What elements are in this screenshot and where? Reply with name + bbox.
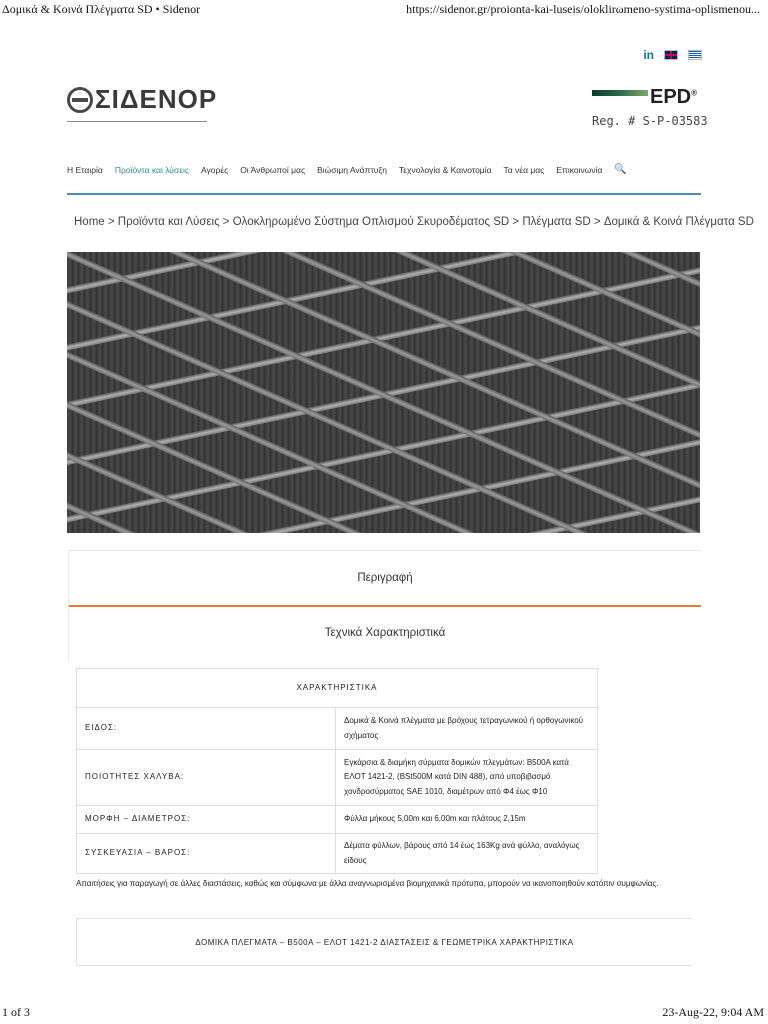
custom-order-note: Απαιτήσεις για παραγωγή σε άλλες διαστάσεις, καθώς και σύμφωνα με άλλα αναγνωρισμένα βιομηχανικά πρότυπα, μπορούν να ικανοποιηθούν κατόπιν συμφωνίας.: [76, 879, 659, 888]
mesh-dimensions-section: [76, 918, 692, 966]
sidenor-logo[interactable]: [67, 84, 217, 115]
spec-key: ΣΥΣΚΕΥΑΣΙΑ – ΒΑΡΟΣ:: [77, 834, 336, 874]
nav-item-technology[interactable]: Τεχνολογία & Καινοτομία: [399, 164, 492, 175]
linkedin-icon[interactable]: in: [643, 48, 654, 62]
print-header: [0, 0, 768, 20]
main-nav: [67, 164, 701, 175]
specs-header: ΧΑΡΑΚΤΗΡΙΣΤΙΚΑ: [77, 669, 598, 708]
tab-description[interactable]: Περιγραφή: [69, 551, 701, 607]
breadcrumb[interactable]: Home > Προϊόντα και Λύσεις > Ολοκληρωμένο Σύστημα Οπλισμού Σκυροδέματος SD > Πλέγματα SD > Δομικά & Κοινά Πλέγματα SD: [74, 216, 754, 228]
table-row: [77, 750, 598, 806]
table-row: [77, 806, 598, 834]
spec-key: ΠΟΙΟΤΗΤΕΣ ΧΑΛΥΒΑ:: [77, 750, 336, 806]
logo-underline: [67, 121, 207, 122]
spec-value: Δέματα φύλλων, βάρους από 14 έως 163Kg ανά φύλλο, αναλόγως είδους: [336, 834, 598, 874]
specs-table: [76, 668, 598, 874]
greek-flag-icon[interactable]: [688, 50, 702, 60]
table-row: [77, 834, 598, 874]
spec-key: ΜΟΡΦΗ – ΔΙΑΜΕΤΡΟΣ:: [77, 806, 336, 834]
hero-mesh-image: [67, 252, 700, 533]
tab-technical[interactable]: Τεχνικά Χαρακτηριστικά: [324, 627, 446, 639]
spec-value: Εγκάρσια & διαμήκη σύρματα δομικών πλεγμάτων: B500A κατά ΕΛΟΤ 1421-2, (BSt500M κατά DIN 488), από υποβιβασμό χονδροσύρματος SAE 1010, διαμέτρων από Φ4 έως Φ10: [336, 750, 598, 806]
nav-item-company[interactable]: Η Εταιρία: [67, 164, 103, 175]
print-title: Δομικά & Κοινά Πλέγματα SD • Sidenor: [2, 2, 201, 16]
nav-item-sustainability[interactable]: Βιώσιμη Ανάπτυξη: [317, 164, 387, 175]
epd-bar: [592, 90, 648, 96]
logo-mark-icon: [67, 87, 93, 113]
section-title: ΔΟΜΙΚΑ ΠΛΕΓΜΑΤΑ – B500A – ΕΛΟΤ 1421-2 ΔΙΑΣΤΑΣΕΙΣ & ΓΕΩΜΕΤΡΙΚΑ ΧΑΡΑΚΤΗΡΙΣΤΙΚΑ: [195, 937, 574, 947]
nav-divider: [67, 193, 701, 195]
print-date: 23-Aug-22, 9:04 AM: [662, 1005, 764, 1019]
nav-item-contact[interactable]: Επικοινωνία: [556, 164, 603, 175]
nav-item-people[interactable]: Οι Άνθρωποί μας: [240, 164, 306, 175]
table-header-row: [77, 669, 598, 708]
epd-badge: [592, 86, 708, 132]
search-icon[interactable]: 🔍: [614, 164, 627, 175]
print-url: https://sidenor.gr/proionta-kai-luseis/oloklirωmeno-systima-oplismenou...: [406, 2, 760, 16]
spec-value: Δομικά & Κοινά πλέγματα με βρόχους τετραγωνικού ή ορθογωνικού σχήματος: [336, 708, 598, 750]
nav-item-markets[interactable]: Αγορές: [200, 164, 229, 175]
print-footer: [0, 1004, 768, 1024]
top-bar: [643, 48, 702, 62]
product-tabs: [68, 550, 701, 661]
epd-registration: Reg. # S-P-03583: [592, 114, 708, 128]
logo-text: ΣΙΔΕΝΟΡ: [95, 84, 218, 114]
english-flag-icon[interactable]: [664, 50, 678, 60]
spec-key: ΕΙΔΟΣ:: [77, 708, 336, 750]
nav-item-news[interactable]: Τα νέα μας: [503, 164, 545, 175]
nav-item-products[interactable]: Προϊόντα και λύσεις: [114, 164, 189, 175]
page-number: 1 of 3: [2, 1005, 30, 1019]
epd-label: EPD®: [650, 86, 698, 108]
spec-value: Φύλλα μήκους 5,00m και 6,00m και πλάτους 2,15m: [336, 806, 598, 834]
table-row: [77, 708, 598, 750]
